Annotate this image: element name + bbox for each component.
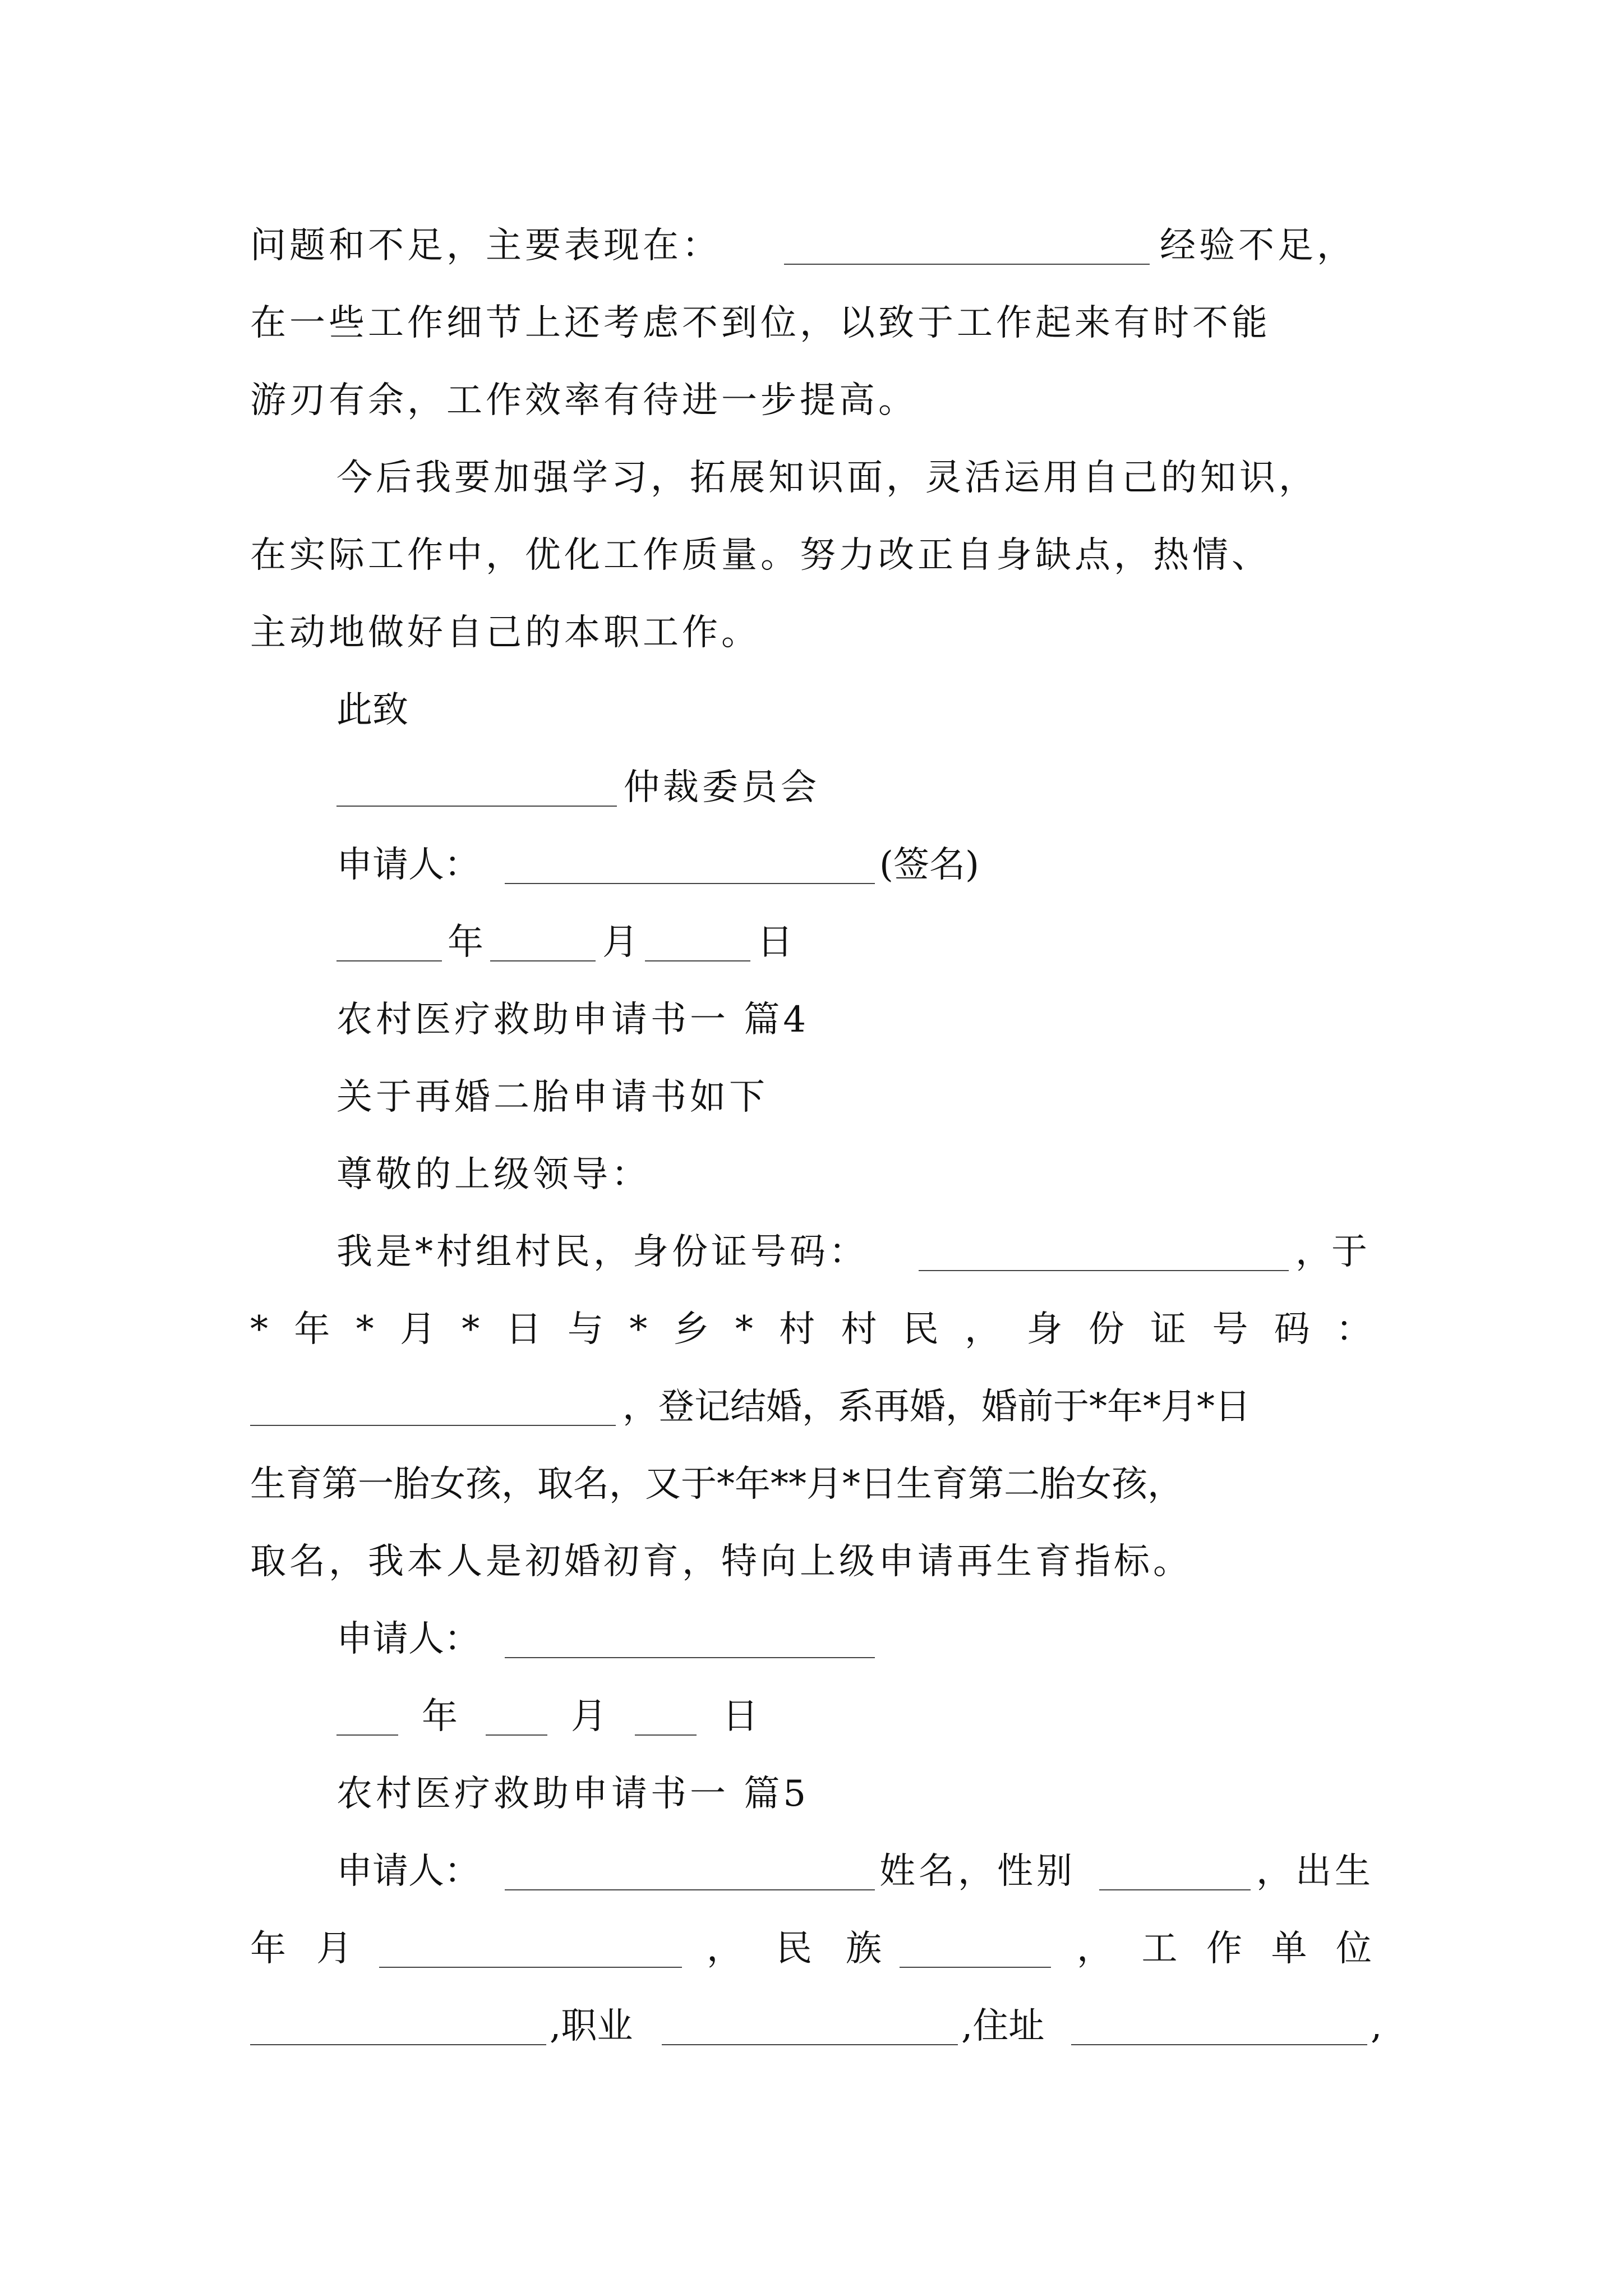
text-token: * [735, 1309, 753, 1350]
text-token: 单 [1271, 1928, 1307, 1970]
text-token: 号 [1212, 1309, 1248, 1350]
section-title: 关于再婚二胎申请书如下 [336, 1076, 768, 1118]
text-token: 份 [1088, 1309, 1124, 1350]
text-token: 族 [846, 1928, 882, 1970]
text-line [0, 1373, 1623, 1441]
text-token: ， [965, 1309, 1001, 1350]
body-text: 取名，我本人是初婚初育，特向上级申请再生育指标。 [250, 1541, 1192, 1582]
greeting: 尊敬的上级领导： [336, 1154, 651, 1195]
day-label: 日 [722, 1696, 758, 1737]
justified-text [707, 1915, 882, 1982]
text-line [0, 212, 1623, 279]
fill-blank-line [1099, 1855, 1251, 1890]
text-token: 乡 [673, 1309, 709, 1350]
fill-blank-line [662, 2009, 958, 2045]
body-text: 在实际工作中，优化工作质量。努力改正自身缺点，热情、 [250, 535, 1271, 576]
body-text: 在一些工作细节上还考虑不到位，以致于工作起来有时不能 [250, 302, 1271, 344]
text-line [0, 1141, 1623, 1208]
text-token: 码 [1274, 1309, 1310, 1350]
body-text: 我是*村组村民，身份证号码： [336, 1231, 868, 1273]
text-line [0, 444, 1623, 512]
date-line [0, 1683, 1623, 1750]
text-line [0, 1451, 1623, 1518]
text-line [0, 1528, 1623, 1595]
text-line [0, 1993, 1623, 2060]
fill-blank-line [505, 1622, 875, 1658]
body-text: ，出生 [1256, 1851, 1374, 1892]
fill-blank-line [645, 926, 750, 961]
fill-blank-line [250, 2009, 546, 2045]
text-token: * [462, 1309, 480, 1350]
body-text: , [1371, 2005, 1382, 2047]
justified-text [250, 1915, 352, 1982]
fill-blank-line [919, 1235, 1289, 1271]
fill-blank-line [250, 1390, 616, 1426]
section-heading: 农村医疗救助申请书一 篇5 [336, 1773, 810, 1815]
text-line [0, 599, 1623, 666]
day-label: 日 [757, 922, 793, 963]
section-heading: 农村医疗救助申请书一 篇4 [336, 999, 810, 1041]
body-text: ,职业 [550, 2005, 633, 2047]
fill-blank-line [336, 771, 617, 807]
body-text: 主动地做好自己的本职工作。 [250, 612, 760, 654]
text-line [0, 677, 1623, 744]
sign-note: (签名) [879, 844, 979, 886]
text-line [0, 1605, 1623, 1673]
text-token: * [356, 1309, 374, 1350]
text-token: 村 [841, 1309, 877, 1350]
text-token: 工 [1141, 1928, 1178, 1970]
body-text: ，于 [1295, 1231, 1367, 1273]
text-token: 年 [250, 1928, 286, 1970]
fill-blank-line [486, 1700, 547, 1736]
fill-blank-line [900, 1932, 1051, 1968]
text-token: 民 [776, 1928, 812, 1970]
text-token: 位 [1336, 1928, 1372, 1970]
year-label: 年 [448, 922, 483, 963]
text-line [0, 754, 1623, 821]
applicant-label: 申请人： [336, 1851, 480, 1892]
body-text: 姓名，性别 [879, 1851, 1076, 1892]
text-line [0, 1064, 1623, 1131]
body-text: 经验不足， [1160, 225, 1356, 266]
text-token: ， [707, 1928, 743, 1970]
text-token: 民 [902, 1309, 939, 1350]
text-token: 日 [505, 1309, 542, 1350]
date-line [0, 909, 1623, 976]
text-line [0, 1760, 1623, 1828]
text-line [0, 1218, 1623, 1286]
fill-blank-line [336, 1700, 398, 1736]
fill-blank-line [1071, 2009, 1367, 2045]
text-token: 证 [1150, 1309, 1186, 1350]
text-token: 身 [1026, 1309, 1063, 1350]
text-token: ， [1077, 1928, 1113, 1970]
text-token: 月 [316, 1928, 352, 1970]
text-token: * [629, 1309, 648, 1350]
text-token: 年 [294, 1309, 330, 1350]
body-text: ,住址 [961, 2005, 1045, 2047]
text-token: 月 [399, 1309, 436, 1350]
applicant-label: 申请人： [336, 844, 480, 886]
text-token: 村 [779, 1309, 815, 1350]
text-line [0, 522, 1623, 589]
text-line [0, 1915, 1623, 1982]
text-token: 作 [1206, 1928, 1242, 1970]
body-text: 游刃有余，工作效率有待进一步提高。 [250, 380, 917, 421]
month-label: 月 [571, 1696, 607, 1737]
applicant-label: 申请人： [336, 1618, 480, 1660]
body-text: ，登记结婚，系再婚，婚前于*年*月*日 [623, 1386, 1251, 1428]
text-line [0, 986, 1623, 1053]
text-line [0, 367, 1623, 434]
fill-blank-line [379, 1932, 682, 1968]
text-token: * [250, 1309, 268, 1350]
text-line [0, 289, 1623, 357]
justified-text [250, 1296, 1372, 1363]
text-line [0, 831, 1623, 899]
fill-blank-line [490, 926, 596, 961]
month-label: 月 [602, 922, 638, 963]
fill-blank-line [784, 229, 1150, 265]
text-token: 与 [567, 1309, 603, 1350]
fill-blank-line [635, 1700, 697, 1736]
body-text: 生育第一胎女孩，取名，又于*年**月*日生育第二胎女孩， [250, 1464, 1183, 1505]
text-line [0, 1296, 1623, 1363]
text-token: ： [1335, 1309, 1372, 1350]
fill-blank-line [505, 848, 875, 884]
text-line [0, 1838, 1623, 1905]
justified-text [1077, 1915, 1372, 1982]
salutation: 此致 [336, 689, 408, 731]
fill-blank-line [505, 1855, 875, 1890]
year-label: 年 [422, 1696, 458, 1737]
fill-blank-line [336, 926, 442, 961]
body-text: 问题和不足，主要表现在： [250, 225, 721, 266]
body-text: 今后我要加强学习，拓展知识面，灵活运用自己的知识， [336, 457, 1318, 499]
committee-label: 仲裁委员会 [624, 767, 820, 808]
